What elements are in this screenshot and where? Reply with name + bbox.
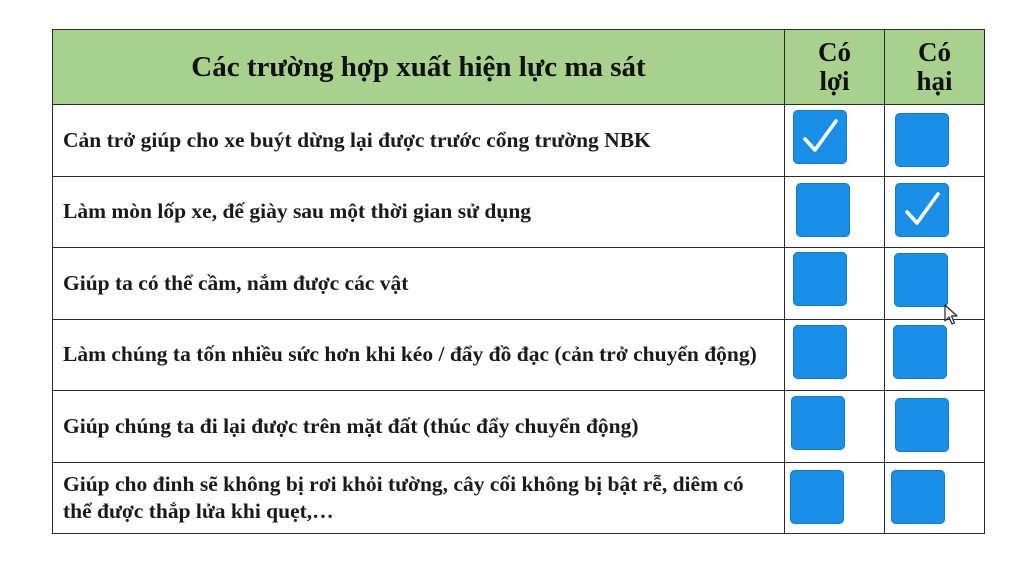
row-text: Cản trở giúp cho xe buýt dừng lại được trước cổng trường NBK — [53, 105, 785, 177]
mouse-pointer-icon — [944, 304, 958, 326]
row-text: Giúp ta có thể cầm, nắm được các vật — [53, 248, 785, 320]
row-text: Làm mòn lốp xe, đế giày sau một thời gian sử dụng — [53, 176, 785, 248]
benefit-checkbox[interactable] — [796, 183, 850, 237]
harm-checkbox[interactable] — [895, 398, 949, 452]
harm-checkbox[interactable] — [894, 253, 948, 307]
benefit-checkbox[interactable] — [793, 325, 847, 379]
benefit-cell — [785, 248, 885, 320]
header-benefit-line1: Có — [818, 37, 851, 67]
row-text: Giúp chúng ta đi lại được trên mặt đất (thúc đẩy chuyển động) — [53, 391, 785, 463]
table-row — [53, 105, 985, 177]
harm-cell — [885, 462, 985, 534]
table-row — [53, 176, 985, 248]
benefit-checkbox[interactable] — [793, 252, 847, 306]
harm-checkbox[interactable] — [891, 470, 945, 524]
benefit-cell — [785, 319, 885, 391]
harm-cell — [885, 248, 985, 320]
row-text: Làm chúng ta tốn nhiều sức hơn khi kéo / đẩy đồ đạc (cản trở chuyển động) — [53, 319, 785, 391]
benefit-cell — [785, 391, 885, 463]
table-row — [53, 248, 985, 320]
header-row — [53, 30, 985, 105]
harm-checkbox[interactable] — [895, 183, 949, 237]
harm-checkbox[interactable] — [895, 113, 949, 167]
benefit-checkbox[interactable] — [790, 470, 844, 524]
harm-cell — [885, 391, 985, 463]
harm-checkbox[interactable] — [893, 325, 947, 379]
header-harm — [885, 30, 985, 105]
harm-cell — [885, 319, 985, 391]
benefit-checkbox[interactable] — [793, 110, 847, 164]
header-harm-line1: Có — [918, 37, 951, 67]
row-text: Giúp cho đinh sẽ không bị rơi khỏi tường, cây cối không bị bật rễ, diêm có thể được thắp lửa khi quẹt,… — [53, 462, 785, 534]
benefit-cell — [785, 105, 885, 177]
table-row — [53, 391, 985, 463]
header-title: Các trường hợp xuất hiện lực ma sát — [53, 30, 785, 105]
harm-cell — [885, 105, 985, 177]
checkmark-icon — [800, 117, 840, 157]
table-row — [53, 319, 985, 391]
benefit-checkbox[interactable] — [791, 396, 845, 450]
benefit-cell — [785, 462, 885, 534]
harm-cell — [885, 176, 985, 248]
friction-table — [52, 29, 985, 534]
checkmark-icon — [902, 190, 942, 230]
header-benefit — [785, 30, 885, 105]
table-row — [53, 462, 985, 534]
benefit-cell — [785, 176, 885, 248]
header-harm-line2: hại — [916, 66, 953, 96]
header-benefit-line2: lợi — [819, 66, 850, 96]
